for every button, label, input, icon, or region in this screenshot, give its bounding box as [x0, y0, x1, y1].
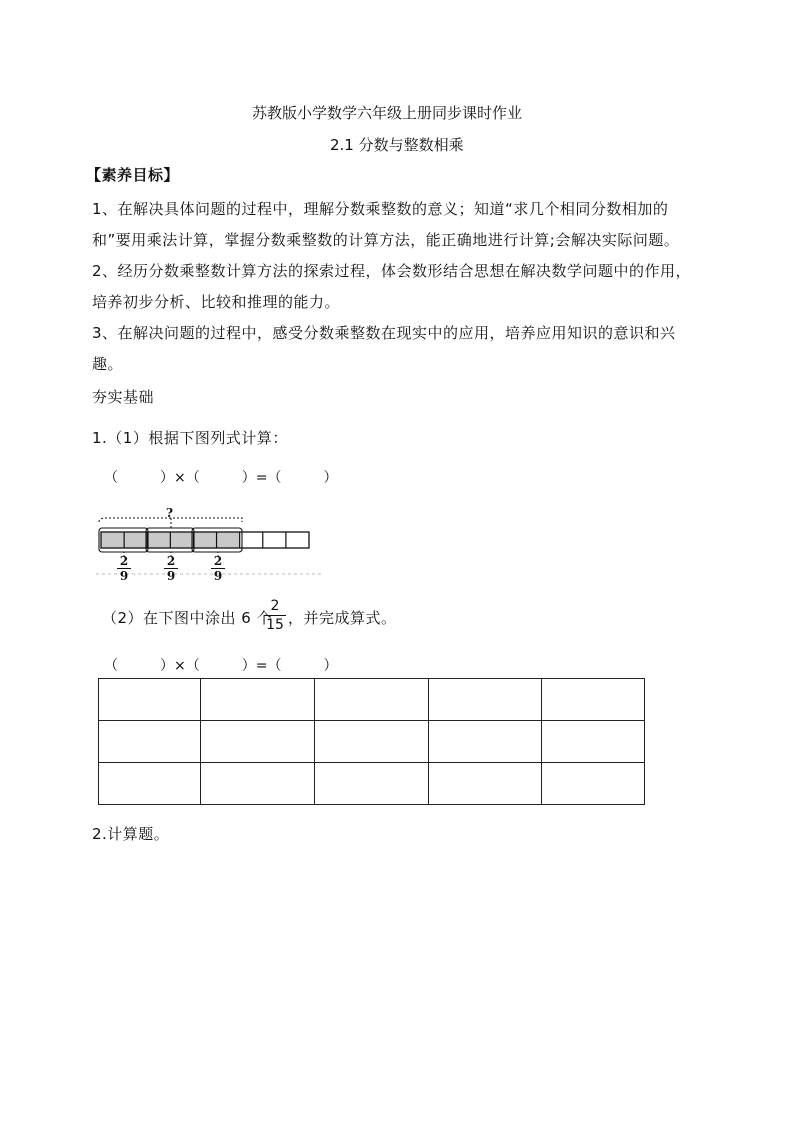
- q1-part2-fraction: [264, 599, 286, 632]
- goal-line-1: 1、在解决具体问题的过程中，理解分数乘整数的意义；知道“求几个相同分数相加的: [92, 200, 669, 218]
- q1-part2-fraction-den: 15: [266, 617, 284, 633]
- grid-row: [99, 679, 645, 721]
- grid-cell[interactable]: [315, 721, 429, 763]
- q1-part1-label: 1.（1）根据下图列式计算：: [92, 429, 288, 447]
- fraction-label-1-den: 9: [119, 569, 129, 583]
- fraction-label-2-den: 9: [166, 569, 176, 583]
- grid-cell[interactable]: [315, 763, 429, 805]
- grid-row: [99, 721, 645, 763]
- grid-cell[interactable]: [201, 721, 315, 763]
- q1-part2-label-after: ，并完成算式。: [288, 609, 397, 627]
- grid-cell[interactable]: [429, 721, 542, 763]
- q1-expression-2: （ ）×（ ）=（ ）: [104, 658, 338, 674]
- grid-cell[interactable]: [99, 679, 201, 721]
- grid-cell[interactable]: [201, 763, 315, 805]
- goal-line-3: 2、经历分数乘整数计算方法的探索过程，体会数形结合思想在解决数学问题中的作用，: [92, 262, 692, 280]
- fraction-label-2-num: 2: [166, 554, 176, 568]
- fraction-label-3: [211, 555, 225, 582]
- lesson-subtitle: 2.1 分数与整数相乘: [330, 136, 464, 154]
- goal-line-2: 和”要用乘法计算，掌握分数乘整数的计算方法，能正确地进行计算;会解决实际问题。: [92, 231, 680, 249]
- grid-cell[interactable]: [542, 679, 645, 721]
- q1-part2-fraction-num: 2: [270, 598, 280, 614]
- grid-row: [99, 763, 645, 805]
- question-mark: ?: [166, 506, 174, 520]
- worksheet-title: 苏教版小学数学六年级上册同步课时作业: [252, 104, 523, 122]
- goal-line-6: 趣。: [92, 355, 124, 373]
- grid-cell[interactable]: [99, 763, 201, 805]
- q1-expression-1: （ ）×（ ）=（ ）: [104, 470, 338, 486]
- q2-label: 2.计算题。: [92, 825, 170, 843]
- grid-cell[interactable]: [542, 763, 645, 805]
- shading-grid: [98, 678, 645, 805]
- grid-cell[interactable]: [99, 721, 201, 763]
- grid-cell[interactable]: [429, 763, 542, 805]
- q1-part2-label-before: （2）在下图中涂出 6 个: [102, 609, 273, 627]
- section-label: 夯实基础: [92, 388, 155, 406]
- fraction-label-3-den: 9: [213, 569, 223, 583]
- grid-cell[interactable]: [429, 679, 542, 721]
- grid-cell[interactable]: [201, 679, 315, 721]
- fraction-label-1: [117, 555, 131, 582]
- bar-diagram: [96, 506, 326, 586]
- fraction-label-3-num: 2: [213, 554, 223, 568]
- goals-heading: 【素养目标】: [86, 166, 180, 184]
- goal-line-5: 3、在解决问题的过程中，感受分数乘整数在现实中的应用，培养应用知识的意识和兴: [92, 324, 676, 342]
- fraction-label-1-num: 2: [119, 554, 129, 568]
- goal-line-4: 培养初步分析、比较和推理的能力。: [92, 293, 341, 311]
- grid-cell[interactable]: [315, 679, 429, 721]
- grid-cell[interactable]: [542, 721, 645, 763]
- fraction-label-2: [164, 555, 178, 582]
